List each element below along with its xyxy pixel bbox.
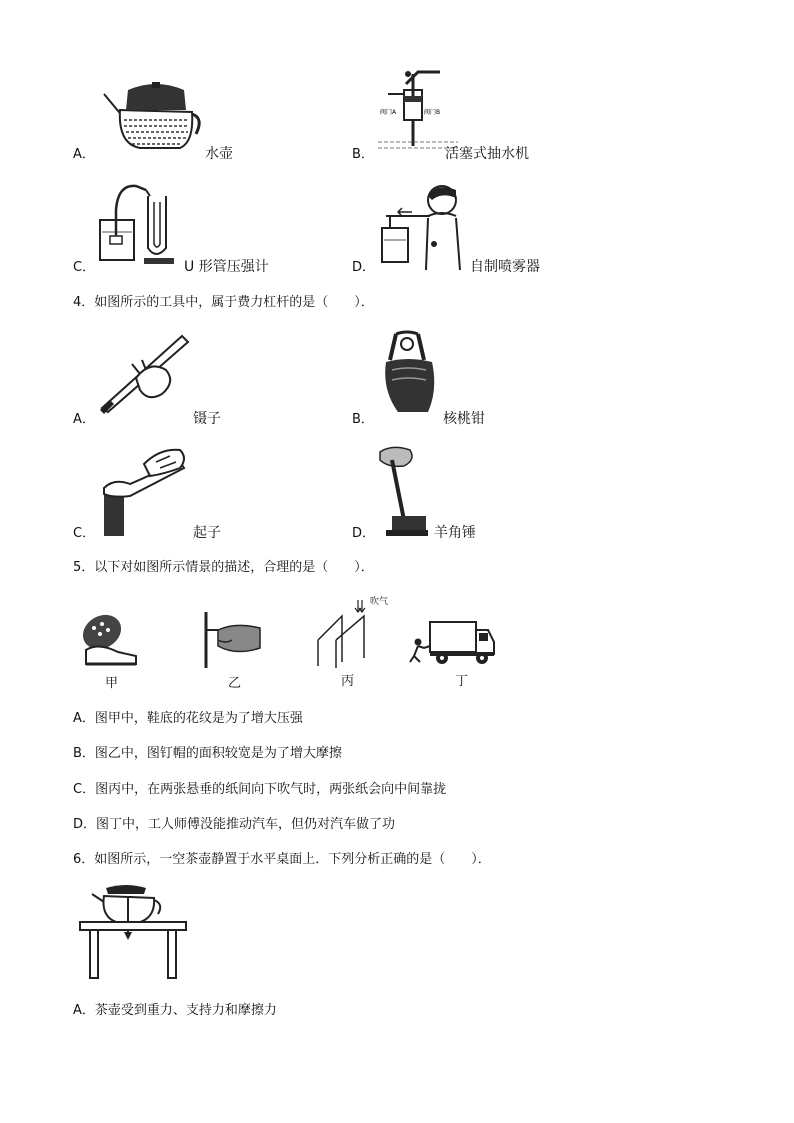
teapot-figure	[100, 82, 204, 154]
push-truck-figure	[408, 618, 496, 666]
option-letter: A．	[73, 147, 95, 162]
two-papers-figure	[316, 596, 374, 672]
answer-choice: D．图丁中，工人师傅没能推动汽车，但仍对汽车做了功	[73, 817, 396, 832]
nutcracker-figure	[378, 330, 440, 414]
figure-label: 甲	[105, 676, 119, 691]
piston-pump-figure	[378, 66, 458, 154]
figure-label: 丁	[455, 674, 469, 689]
thumbtack-figure	[196, 610, 266, 670]
option-caption: 核桃钳	[443, 411, 485, 427]
claw-hammer-figure	[370, 444, 430, 538]
bottle-opener-figure	[100, 444, 190, 540]
option-caption: 羊角锤	[434, 525, 476, 541]
figure-label: 乙	[228, 676, 242, 691]
option-letter: D．	[352, 526, 376, 541]
option-caption: 镊子	[193, 411, 221, 427]
sprayer-figure	[376, 180, 462, 270]
answer-choice: A．茶壶受到重力、支持力和摩擦力	[73, 1003, 277, 1018]
answer-choice: B．图乙中，图钉帽的面积较宽是为了增大摩擦	[73, 746, 342, 761]
option-caption: U 形管压强计	[184, 259, 269, 275]
option-caption: 活塞式抽水机	[445, 146, 529, 162]
option-letter: A．	[73, 412, 95, 427]
figure-label: 丙	[341, 674, 355, 689]
u-tube-manometer-figure	[96, 180, 180, 268]
blow-label: 吹气	[370, 597, 389, 607]
svg-text:阀门B: 阀门B	[424, 109, 441, 116]
option-caption: 水壶	[205, 146, 233, 162]
answer-choice: C．图丙中，在两张悬垂的纸间向下吹气时，两张纸会向中间靠拢	[73, 782, 447, 797]
answer-choice: A．图甲中，鞋底的花纹是为了增大压强	[73, 711, 303, 726]
question-stem: 5．以下对如图所示情景的描述，合理的是（ ）．	[73, 560, 374, 575]
option-letter: B．	[352, 412, 374, 427]
shoe-sole-figure	[78, 612, 138, 670]
option-caption: 起子	[193, 525, 221, 541]
option-letter: C．	[73, 526, 96, 541]
option-letter: B．	[352, 147, 374, 162]
svg-text:阀门A: 阀门A	[380, 109, 397, 116]
tweezers-figure	[96, 330, 192, 414]
teapot-on-table-figure	[76, 884, 190, 982]
option-letter: C．	[73, 260, 96, 275]
option-letter: D．	[352, 260, 376, 275]
option-caption: 自制喷雾器	[470, 259, 540, 275]
question-stem: 6．如图所示，一空茶壶静置于水平桌面上．下列分析正确的是（ ）．	[73, 852, 491, 867]
question-stem: 4．如图所示的工具中，属于费力杠杆的是（ ）．	[73, 295, 374, 310]
